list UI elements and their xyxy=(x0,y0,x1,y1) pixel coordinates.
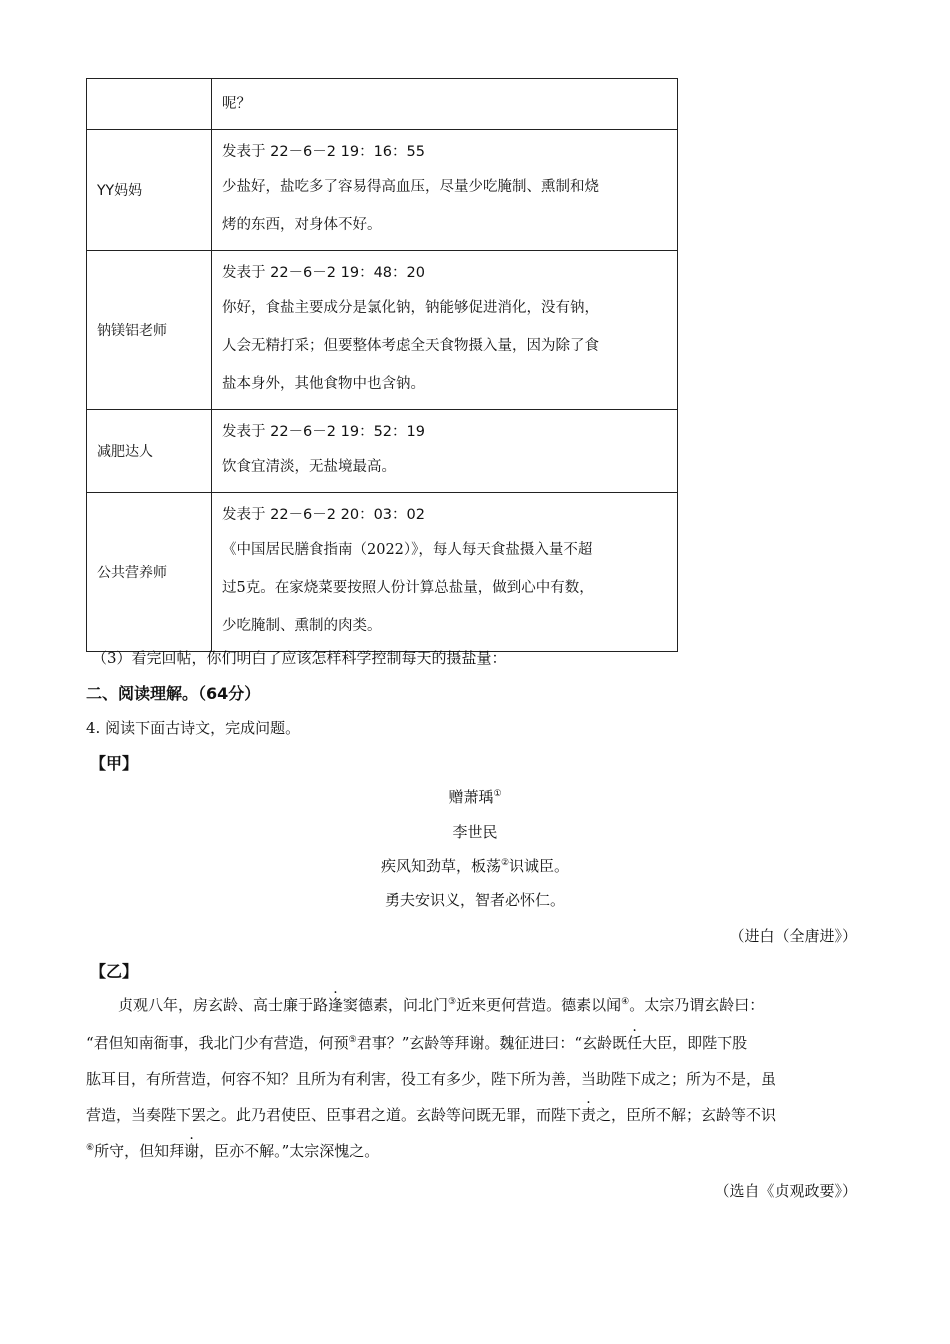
reply-user: YY妈妈 xyxy=(87,130,212,251)
reply-text-line: 少盐好，盐吃多了容易得高血压，尽量少吃腌制、熏制和烧 xyxy=(222,179,599,195)
reply-timestamp: 发表于 22－6－2 19：48：20 xyxy=(222,265,425,281)
reply-content xyxy=(212,79,678,130)
reply-content xyxy=(212,251,678,410)
poem-line-2: 勇夫安识义，智者必怀仁。 xyxy=(384,891,565,909)
reply-text-line: 人会无精打采；但要整体考虑全天食物摄入量，因为除了食 xyxy=(222,338,599,354)
table-row xyxy=(87,251,678,410)
reply-content xyxy=(212,130,678,251)
prose-line-3: 肱耳目，有所营造，何容不知？且所为有利害，役工有多少，陛下所为善，当助陛下成之；所为不是，虽 xyxy=(86,1070,777,1088)
section-heading: 二、阅读理解。（64分） xyxy=(86,684,261,703)
reply-text-line: 过5克。在家烧菜要按照人份计算总盐量，做到心中有数， xyxy=(222,580,594,596)
table-row xyxy=(87,493,678,652)
reply-user xyxy=(87,79,212,130)
jia-label: 【甲】 xyxy=(90,754,139,773)
reply-content xyxy=(212,410,678,493)
poem-title: 赠萧瑀① xyxy=(448,788,502,806)
reply-text-line: 盐本身外，其他食物中也含钠。 xyxy=(222,376,425,392)
poem-source: （进白（全唐进》） xyxy=(729,927,857,945)
prose-line-1: 贞观八年，房玄龄、高士廉于路逢窦德素，问北门③近来更何营造。德素以闻④。太宗乃谓玄龄曰： xyxy=(118,996,765,1014)
reply-text-line: 呢？ xyxy=(222,96,251,112)
reply-text-line: 饮食宜清淡，无盐境最高。 xyxy=(222,459,396,475)
prose-source: （选自《贞观政要》） xyxy=(714,1182,857,1200)
question-4: 4. 阅读下面古诗文，完成问题。 xyxy=(86,719,301,737)
reply-timestamp: 发表于 22－6－2 19：16：55 xyxy=(222,144,425,160)
table-row xyxy=(87,79,678,130)
reply-text-line: 少吃腌制、熏制的肉类。 xyxy=(222,618,382,634)
prose-line-4: 营造，当奏陛下罢之。此乃君使臣、臣事君之道。玄龄等问既无罪，而陛下责之，臣所不解；玄龄等不识 xyxy=(86,1106,777,1124)
table-row xyxy=(87,130,678,251)
reply-text-line: 《中国居民膳食指南（2022）》，每人每天食盐摄入量不超 xyxy=(222,542,593,558)
reply-content xyxy=(212,493,678,652)
reply-user: 公共营养师 xyxy=(87,493,212,652)
prose-line-5: ⑥所守，但知拜谢，臣亦不解。”太宗深愧之。 xyxy=(86,1142,380,1160)
table-row xyxy=(87,410,678,493)
reply-text-line: 烤的东西，对身体不好。 xyxy=(222,217,382,233)
poem-line-1: 疾风知劲草，板荡②识诚臣。 xyxy=(380,857,570,875)
poem-author: 李世民 xyxy=(452,823,498,841)
reply-user: 减肥达人 xyxy=(87,410,212,493)
reply-user: 钠镁铝老师 xyxy=(87,251,212,410)
reply-timestamp: 发表于 22－6－2 20：03：02 xyxy=(222,507,425,523)
reply-text-line: 你好，食盐主要成分是氯化钠，钠能够促进消化，没有钠， xyxy=(222,300,599,316)
reply-table xyxy=(86,78,678,652)
reply-timestamp: 发表于 22－6－2 19：52：19 xyxy=(222,424,425,440)
yi-label: 【乙】 xyxy=(90,962,139,981)
prose-line-2: “君但知南衙事，我北门少有营造，何预⑤君事？”玄龄等拜谢。魏征进曰：“玄龄既任大臣，即陛下股 xyxy=(86,1034,748,1052)
question-3: （3）看完回帖，你们明白了应该怎样科学控制每天的摄盐量： xyxy=(92,649,507,667)
